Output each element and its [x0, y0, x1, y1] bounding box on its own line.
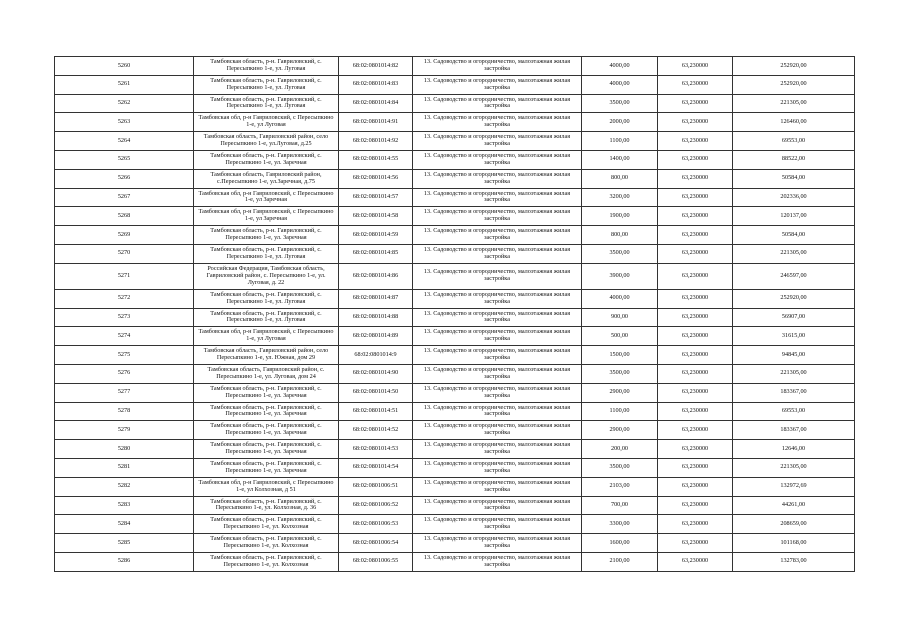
cadastral-value-cell: 120137,00	[733, 207, 855, 226]
cadastral-value-cell: 246597,00	[733, 263, 855, 289]
area-cell: 3500,00	[582, 458, 658, 477]
specific-value-cell: 63,230000	[658, 515, 733, 534]
cadastral-value-cell: 50584,00	[733, 226, 855, 245]
cadastral-number-cell: 68:02:0801014:87	[339, 289, 413, 308]
specific-value-cell: 63,230000	[658, 150, 733, 169]
address-cell: Тамбовская область, р-н. Гавриловский, с. Пересыпкино 1-е, ул. Заречная	[194, 421, 339, 440]
table-row	[55, 440, 855, 459]
area-cell: 2900,00	[582, 421, 658, 440]
address-cell: Тамбовская область, р-н. Гавриловский, с. Пересыпкино 1-е, ул. Заречная	[194, 150, 339, 169]
land-use-cell: 13. Садоводство и огородничество, малоэтажная жилая застройка	[413, 458, 582, 477]
row-number-cell: 5281	[55, 458, 194, 477]
cadastral-value-cell: 31615,00	[733, 327, 855, 346]
cadastral-value-cell: 101168,00	[733, 534, 855, 553]
cadastral-number-cell: 68:02:0801014:57	[339, 188, 413, 207]
table-row	[55, 150, 855, 169]
land-use-cell: 13. Садоводство и огородничество, малоэтажная жилая застройка	[413, 440, 582, 459]
row-number-cell: 5260	[55, 57, 194, 76]
address-cell: Тамбовская область, р-н. Гавриловский, с. Пересыпкино 1-е, ул. Заречная	[194, 440, 339, 459]
cadastral-number-cell: 68:02:0801014:88	[339, 308, 413, 327]
row-number-cell: 5269	[55, 226, 194, 245]
cadastral-value-cell: 132972,69	[733, 477, 855, 496]
row-number-cell: 5276	[55, 364, 194, 383]
area-cell: 2103,00	[582, 477, 658, 496]
specific-value-cell: 63,230000	[658, 440, 733, 459]
table-body	[55, 57, 855, 572]
table-row	[55, 94, 855, 113]
area-cell: 2900,00	[582, 383, 658, 402]
area-cell: 3500,00	[582, 364, 658, 383]
cadastral-value-cell: 126460,00	[733, 113, 855, 132]
specific-value-cell: 63,230000	[658, 458, 733, 477]
table-row	[55, 226, 855, 245]
table-row	[55, 132, 855, 151]
address-cell: Тамбовская область, р-н. Гавриловский, с. Пересыпкино 1-е, ул. Колхозная	[194, 534, 339, 553]
row-number-cell: 5285	[55, 534, 194, 553]
area-cell: 500,00	[582, 327, 658, 346]
address-cell: Тамбовская область, р-н. Гавриловский, с. Пересыпкино 1-е, ул. Луговая	[194, 308, 339, 327]
area-cell: 1100,00	[582, 402, 658, 421]
land-use-cell: 13. Садоводство и огородничество, малоэтажная жилая застройка	[413, 496, 582, 515]
row-number-cell: 5274	[55, 327, 194, 346]
cadastral-value-table	[54, 56, 855, 572]
land-use-cell: 13. Садоводство и огородничество, малоэтажная жилая застройка	[413, 188, 582, 207]
row-number-cell: 5271	[55, 263, 194, 289]
row-number-cell: 5275	[55, 346, 194, 365]
row-number-cell: 5280	[55, 440, 194, 459]
address-cell: Российская Федерация, Тамбовская область, Гавриловский район, с. Пересыпкино 1-е, ул. Луговая, д. 22	[194, 263, 339, 289]
address-cell: Тамбовская обл, р-н Гавриловский, с Пересыпкино 1-е, ул Заречная	[194, 207, 339, 226]
specific-value-cell: 63,230000	[658, 346, 733, 365]
table-row	[55, 552, 855, 571]
row-number-cell: 5267	[55, 188, 194, 207]
cadastral-number-cell: 68:02:0801014:90	[339, 364, 413, 383]
row-number-cell: 5279	[55, 421, 194, 440]
area-cell: 1400,00	[582, 150, 658, 169]
address-cell: Тамбовская обл, р-н Гавриловский, с Пересыпкино 1-е, ул Заречная	[194, 188, 339, 207]
cadastral-value-cell: 50584,00	[733, 169, 855, 188]
cadastral-number-cell: 68:02:0801014:84	[339, 94, 413, 113]
address-cell: Тамбовская область, р-н. Гавриловский, с. Пересыпкино 1-е, ул. Заречная	[194, 383, 339, 402]
specific-value-cell: 63,230000	[658, 421, 733, 440]
table-row	[55, 188, 855, 207]
row-number-cell: 5277	[55, 383, 194, 402]
cadastral-number-cell: 68:02:0801014:89	[339, 327, 413, 346]
specific-value-cell: 63,230000	[658, 552, 733, 571]
specific-value-cell: 63,230000	[658, 327, 733, 346]
specific-value-cell: 63,230000	[658, 57, 733, 76]
area-cell: 800,00	[582, 226, 658, 245]
address-cell: Тамбовская область, Гавриловский район, с.Пересыпкино 1-е, ул.Заречная, д.75	[194, 169, 339, 188]
area-cell: 800,00	[582, 169, 658, 188]
row-number-cell: 5265	[55, 150, 194, 169]
cadastral-value-cell: 252920,00	[733, 289, 855, 308]
cadastral-number-cell: 68:02:0801014:56	[339, 169, 413, 188]
land-use-cell: 13. Садоводство и огородничество, малоэтажная жилая застройка	[413, 515, 582, 534]
land-use-cell: 13. Садоводство и огородничество, малоэтажная жилая застройка	[413, 226, 582, 245]
cadastral-number-cell: 68:02:0801014:86	[339, 263, 413, 289]
cadastral-number-cell: 68:02:0801014:51	[339, 402, 413, 421]
area-cell: 1500,00	[582, 346, 658, 365]
table-row	[55, 402, 855, 421]
address-cell: Тамбовская область, р-н. Гавриловский, с. Пересыпкино 1-е, ул. Луговая	[194, 289, 339, 308]
area-cell: 3300,00	[582, 515, 658, 534]
cadastral-value-cell: 221305,00	[733, 244, 855, 263]
land-use-cell: 13. Садоводство и огородничество, малоэтажная жилая застройка	[413, 132, 582, 151]
table-row	[55, 113, 855, 132]
address-cell: Тамбовская область, р-н. Гавриловский, с. Пересыпкино 1-е, ул. Колхозная	[194, 552, 339, 571]
specific-value-cell: 63,230000	[658, 534, 733, 553]
address-cell: Тамбовская обл, р-н Гавриловский, с Пересыпкино 1-е, ул Луговая	[194, 113, 339, 132]
cadastral-value-cell: 183367,00	[733, 421, 855, 440]
land-use-cell: 13. Садоводство и огородничество, малоэтажная жилая застройка	[413, 402, 582, 421]
land-use-cell: 13. Садоводство и огородничество, малоэтажная жилая застройка	[413, 308, 582, 327]
cadastral-number-cell: 68:02:0801014:59	[339, 226, 413, 245]
area-cell: 3500,00	[582, 94, 658, 113]
land-use-cell: 13. Садоводство и огородничество, малоэтажная жилая застройка	[413, 289, 582, 308]
cadastral-value-cell: 202336,00	[733, 188, 855, 207]
table-row	[55, 477, 855, 496]
area-cell: 200,00	[582, 440, 658, 459]
area-cell: 900,00	[582, 308, 658, 327]
cadastral-value-cell: 183367,00	[733, 383, 855, 402]
cadastral-value-cell: 221305,00	[733, 364, 855, 383]
area-cell: 1100,00	[582, 132, 658, 151]
specific-value-cell: 63,230000	[658, 113, 733, 132]
address-cell: Тамбовская область, р-н. Гавриловский, с. Пересыпкино 1-е, ул. Луговая	[194, 244, 339, 263]
row-number-cell: 5286	[55, 552, 194, 571]
specific-value-cell: 63,230000	[658, 188, 733, 207]
land-use-cell: 13. Садоводство и огородничество, малоэтажная жилая застройка	[413, 534, 582, 553]
cadastral-value-cell: 252920,00	[733, 57, 855, 76]
cadastral-number-cell: 68:02:0801006:54	[339, 534, 413, 553]
table-row	[55, 534, 855, 553]
land-use-cell: 13. Садоводство и огородничество, малоэтажная жилая застройка	[413, 383, 582, 402]
land-use-cell: 13. Садоводство и огородничество, малоэтажная жилая застройка	[413, 94, 582, 113]
row-number-cell: 5264	[55, 132, 194, 151]
table-row	[55, 207, 855, 226]
row-number-cell: 5263	[55, 113, 194, 132]
cadastral-value-cell: 132783,00	[733, 552, 855, 571]
land-use-cell: 13. Садоводство и огородничество, малоэтажная жилая застройка	[413, 150, 582, 169]
land-use-cell: 13. Садоводство и огородничество, малоэтажная жилая застройка	[413, 113, 582, 132]
cadastral-number-cell: 68:02:0801006:53	[339, 515, 413, 534]
cadastral-value-cell: 69553,00	[733, 132, 855, 151]
table-row	[55, 515, 855, 534]
table-row	[55, 458, 855, 477]
area-cell: 3200,00	[582, 188, 658, 207]
cadastral-number-cell: 68:02:0801006:55	[339, 552, 413, 571]
area-cell: 2100,00	[582, 552, 658, 571]
address-cell: Тамбовская область, Гавриловский район, село Пересыпкино 1-е, ул.Луговая, д.25	[194, 132, 339, 151]
land-use-cell: 13. Садоводство и огородничество, малоэтажная жилая застройка	[413, 57, 582, 76]
specific-value-cell: 63,230000	[658, 477, 733, 496]
specific-value-cell: 63,230000	[658, 94, 733, 113]
area-cell: 700,00	[582, 496, 658, 515]
address-cell: Тамбовская обл, р-н Гавриловский, с Пересыпкино 1-е, ул Луговая	[194, 327, 339, 346]
specific-value-cell: 63,230000	[658, 263, 733, 289]
address-cell: Тамбовская область, р-н. Гавриловский, с. Пересыпкино 1-е, ул. Заречная	[194, 458, 339, 477]
table-row	[55, 364, 855, 383]
table-row	[55, 57, 855, 76]
row-number-cell: 5262	[55, 94, 194, 113]
address-cell: Тамбовская область, р-н. Гавриловский, с. Пересыпкино 1-е, ул. Колхозная, д. 36	[194, 496, 339, 515]
table-row	[55, 263, 855, 289]
specific-value-cell: 63,230000	[658, 207, 733, 226]
land-use-cell: 13. Садоводство и огородничество, малоэтажная жилая застройка	[413, 244, 582, 263]
cadastral-value-cell: 221305,00	[733, 458, 855, 477]
table-row	[55, 421, 855, 440]
specific-value-cell: 63,230000	[658, 226, 733, 245]
land-use-cell: 13. Садоводство и огородничество, малоэтажная жилая застройка	[413, 207, 582, 226]
cadastral-number-cell: 68:02:0801006:52	[339, 496, 413, 515]
row-number-cell: 5272	[55, 289, 194, 308]
row-number-cell: 5283	[55, 496, 194, 515]
address-cell: Тамбовская область, р-н. Гавриловский, с. Пересыпкино 1-е, ул. Заречная	[194, 226, 339, 245]
cadastral-number-cell: 68:02:0801014:55	[339, 150, 413, 169]
cadastral-number-cell: 68:02:0801014:52	[339, 421, 413, 440]
table-row	[55, 308, 855, 327]
cadastral-number-cell: 68:02:0801014:58	[339, 207, 413, 226]
area-cell: 4000,00	[582, 57, 658, 76]
cadastral-number-cell: 68:02:0801014:82	[339, 57, 413, 76]
cadastral-number-cell: 68:02:0801006:51	[339, 477, 413, 496]
area-cell: 3500,00	[582, 244, 658, 263]
specific-value-cell: 63,230000	[658, 244, 733, 263]
specific-value-cell: 63,230000	[658, 496, 733, 515]
cadastral-number-cell: 68:02:0801014:54	[339, 458, 413, 477]
cadastral-value-cell: 88522,00	[733, 150, 855, 169]
cadastral-number-cell: 68:02:0801014:83	[339, 75, 413, 94]
table-row	[55, 244, 855, 263]
land-use-cell: 13. Садоводство и огородничество, малоэтажная жилая застройка	[413, 364, 582, 383]
table-row	[55, 289, 855, 308]
specific-value-cell: 63,230000	[658, 169, 733, 188]
table-row	[55, 496, 855, 515]
cadastral-number-cell: 68:02:0801014:92	[339, 132, 413, 151]
cadastral-value-cell: 44261,00	[733, 496, 855, 515]
row-number-cell: 5266	[55, 169, 194, 188]
row-number-cell: 5261	[55, 75, 194, 94]
row-number-cell: 5278	[55, 402, 194, 421]
cadastral-number-cell: 68:02:0801014:9	[339, 346, 413, 365]
address-cell: Тамбовская область, р-н. Гавриловский, с. Пересыпкино 1-е, ул. Луговая	[194, 57, 339, 76]
address-cell: Тамбовская область, Гавриловский район, село Пересыпкино 1-е, ул. Южная, дом 29	[194, 346, 339, 365]
land-use-cell: 13. Садоводство и огородничество, малоэтажная жилая застройка	[413, 75, 582, 94]
row-number-cell: 5268	[55, 207, 194, 226]
address-cell: Тамбовская область, р-н. Гавриловский, с. Пересыпкино 1-е, ул. Колхозная	[194, 515, 339, 534]
land-use-cell: 13. Садоводство и огородничество, малоэтажная жилая застройка	[413, 263, 582, 289]
cadastral-value-cell: 221305,00	[733, 94, 855, 113]
cadastral-number-cell: 68:02:0801014:50	[339, 383, 413, 402]
address-cell: Тамбовская область, р-н. Гавриловский, с. Пересыпкино 1-е, ул. Луговая	[194, 75, 339, 94]
specific-value-cell: 63,230000	[658, 402, 733, 421]
area-cell: 1900,00	[582, 207, 658, 226]
land-use-cell: 13. Садоводство и огородничество, малоэтажная жилая застройка	[413, 169, 582, 188]
table-row	[55, 169, 855, 188]
address-cell: Тамбовская обл, р-н Гавриловский, с Пересыпкино 1-е, ул Колхозная, д 51	[194, 477, 339, 496]
cadastral-value-cell: 12646,00	[733, 440, 855, 459]
address-cell: Тамбовская область, р-н. Гавриловский, с. Пересыпкино 1-е, ул. Луговая	[194, 94, 339, 113]
row-number-cell: 5273	[55, 308, 194, 327]
land-use-cell: 13. Садоводство и огородничество, малоэтажная жилая застройка	[413, 327, 582, 346]
cadastral-number-cell: 68:02:0801014:91	[339, 113, 413, 132]
cadastral-value-cell: 56907,00	[733, 308, 855, 327]
table-row	[55, 75, 855, 94]
specific-value-cell: 63,230000	[658, 75, 733, 94]
specific-value-cell: 63,230000	[658, 364, 733, 383]
area-cell: 1600,00	[582, 534, 658, 553]
row-number-cell: 5282	[55, 477, 194, 496]
cadastral-value-cell: 94845,00	[733, 346, 855, 365]
specific-value-cell: 63,230000	[658, 383, 733, 402]
area-cell: 2000,00	[582, 113, 658, 132]
address-cell: Тамбовская область, Гавриловский район, с. Пересыпкино 1-е, ул. Луговая, дом 24	[194, 364, 339, 383]
area-cell: 3900,00	[582, 263, 658, 289]
cadastral-value-cell: 252920,00	[733, 75, 855, 94]
specific-value-cell: 63,230000	[658, 308, 733, 327]
cadastral-number-cell: 68:02:0801014:53	[339, 440, 413, 459]
table-row	[55, 346, 855, 365]
area-cell: 4000,00	[582, 75, 658, 94]
cadastral-value-cell: 208659,00	[733, 515, 855, 534]
row-number-cell: 5270	[55, 244, 194, 263]
area-cell: 4000,00	[582, 289, 658, 308]
table-row	[55, 327, 855, 346]
land-use-cell: 13. Садоводство и огородничество, малоэтажная жилая застройка	[413, 421, 582, 440]
cadastral-value-cell: 69553,00	[733, 402, 855, 421]
address-cell: Тамбовская область, р-н. Гавриловский, с. Пересыпкино 1-е, ул. Заречная	[194, 402, 339, 421]
specific-value-cell: 63,230000	[658, 289, 733, 308]
land-use-cell: 13. Садоводство и огородничество, малоэтажная жилая застройка	[413, 346, 582, 365]
table-row	[55, 383, 855, 402]
cadastral-number-cell: 68:02:0801014:85	[339, 244, 413, 263]
land-use-cell: 13. Садоводство и огородничество, малоэтажная жилая застройка	[413, 552, 582, 571]
row-number-cell: 5284	[55, 515, 194, 534]
specific-value-cell: 63,230000	[658, 132, 733, 151]
land-use-cell: 13. Садоводство и огородничество, малоэтажная жилая застройка	[413, 477, 582, 496]
